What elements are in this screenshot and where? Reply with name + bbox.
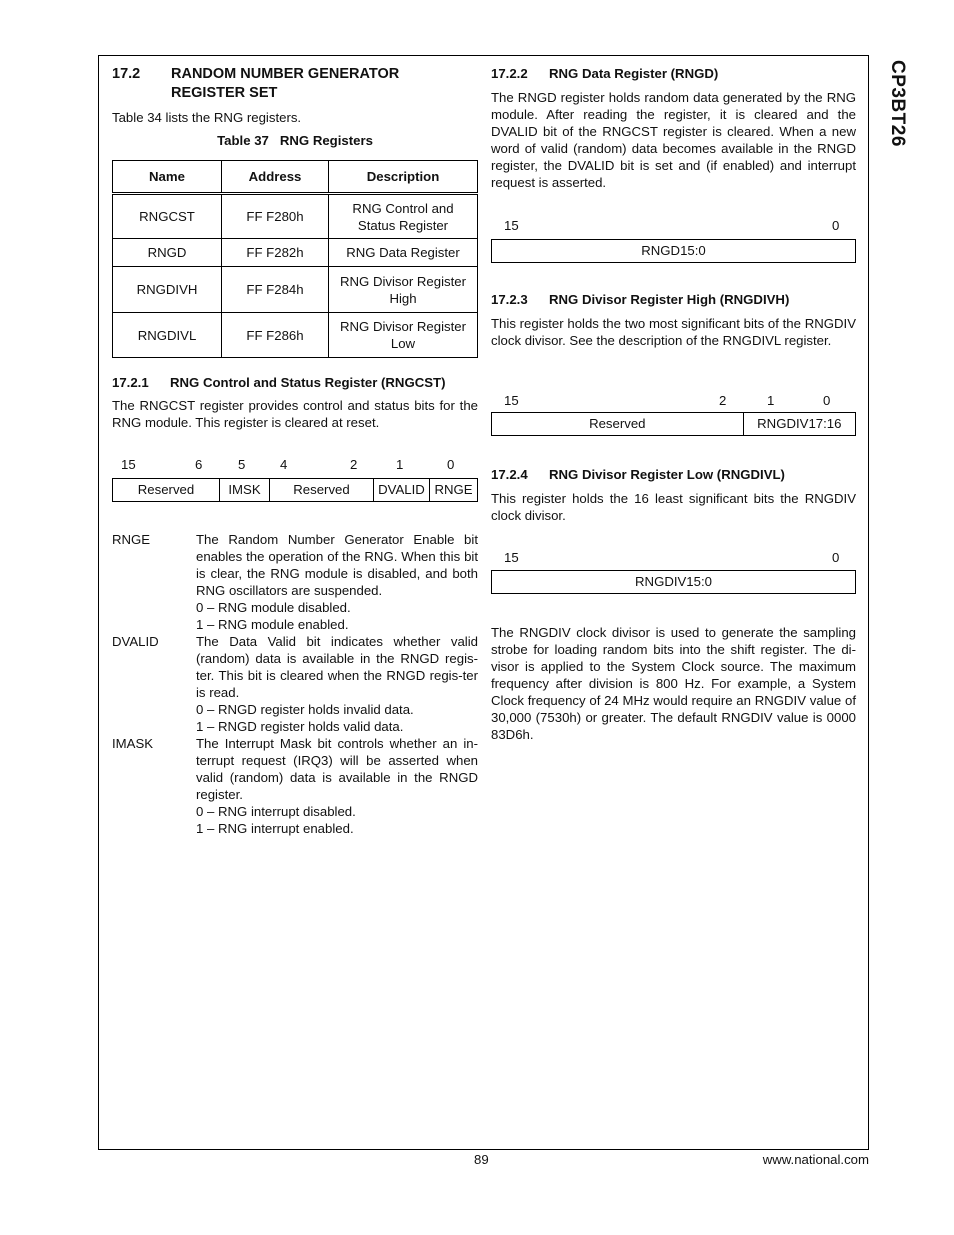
bit-number: 5 <box>238 457 246 472</box>
rngdivh-register-diagram <box>491 412 856 436</box>
register-field: RNGDIV17:16 <box>743 413 855 435</box>
bit-number: 1 <box>767 393 775 408</box>
rngcst-register-diagram <box>112 478 478 502</box>
paragraph: The RNGCST register provides control and status bits for the RNG module. This register is cleared at reset. <box>112 398 478 430</box>
bit-number: 15 <box>504 218 519 233</box>
definition-option: 0 – RNGD register holds invalid data. <box>196 702 414 717</box>
definition-item <box>112 531 478 633</box>
subsection-title: RNG Control and Status Register (RNGCST) <box>170 375 446 390</box>
cell-description: RNG Data Register <box>329 239 478 267</box>
definition-text: The Interrupt Mask bit controls whether an in-terrupt request (IRQ3) will be asserted when valid (random) data is available in the RNGD register. <box>196 736 478 802</box>
subsection-number: 17.2.3 <box>491 292 528 307</box>
definition-term: DVALID <box>112 634 159 649</box>
cell-address: FF F284h <box>222 267 329 313</box>
cell-name: RNGCST <box>113 194 222 239</box>
definition-text: The Data Valid bit indicates whether valid (random) data is available in the RNGD regis-ter. This bit is cleared when the RNGD regis-ter is read. <box>196 634 478 700</box>
rng-registers-table <box>112 160 478 358</box>
rngd-register-diagram <box>491 239 856 263</box>
table-caption: Table 37 RNG Registers <box>217 133 373 148</box>
bit-number: 15 <box>504 393 519 408</box>
register-field: RNGE <box>429 479 477 501</box>
register-field: IMSK <box>219 479 269 501</box>
subsection-title: RNG Divisor Register High (RNGDIVH) <box>549 292 790 307</box>
cell-address: FF F286h <box>222 313 329 358</box>
intro-text: Table 34 lists the RNG registers. <box>112 110 302 125</box>
cell-address: FF F282h <box>222 239 329 267</box>
side-title: CP3BT26 <box>887 60 908 147</box>
bit-definitions <box>112 531 478 837</box>
cell-description: RNG Control and Status Register <box>329 194 478 239</box>
bit-number: 0 <box>832 218 840 233</box>
bit-number: 6 <box>195 457 203 472</box>
register-field: RNGDIV15:0 <box>635 574 712 589</box>
section-title-line1: RANDOM NUMBER GENERATOR <box>171 66 400 82</box>
subsection-number: 17.2.2 <box>491 66 528 81</box>
section-title-line2: REGISTER SET <box>171 85 278 101</box>
section-number: 17.2 <box>112 66 141 82</box>
paragraph: The RNGD register holds random data generated by the RNG module. After reading the register, it is cleared and the DVALID bit of the RNGCST register is cleared. When a new word of valid (random) data becomes available in the RNGD register, the DVALID bit is set and (if enabled) and interrupt request is asserted. <box>491 90 856 190</box>
table-header-row <box>113 161 478 194</box>
paragraph: The RNGDIV clock divisor is used to generate the sampling strobe for loading random bits into the shift register. The di-visor is applied to the System Clock source. The maximum frequency after division is 800 Hz. For example, a System Clock frequency of 24 MHz would require an RNGDIV value of 30,000 (7530h) or greater. The default RNGDIV value is 0000 83D6h. <box>491 625 856 742</box>
bit-number: 0 <box>823 393 831 408</box>
cell-address: FF F280h <box>222 194 329 239</box>
col-header-description: Description <box>329 161 478 194</box>
bit-number: 1 <box>396 457 404 472</box>
definition-text: The Random Number Generator Enable bit enables the operation of the RNG. When this bit is clear, the RNG module is disabled, and both RNG oscillators are suspended. <box>196 532 478 598</box>
definition-item <box>112 735 478 837</box>
bit-number: 15 <box>121 457 136 472</box>
bit-number: 15 <box>504 550 519 565</box>
table-row <box>113 194 478 239</box>
paragraph: This register holds the two most significant bits of the RNGDIV clock divisor. See the description of the RNGDIVL register. <box>491 316 856 348</box>
definition-option: 0 – RNG interrupt disabled. <box>196 804 356 819</box>
bit-number: 2 <box>350 457 358 472</box>
register-field: RNGD15:0 <box>641 243 706 258</box>
table-row <box>113 267 478 313</box>
bit-number: 0 <box>447 457 455 472</box>
subsection-title: RNG Data Register (RNGD) <box>549 66 719 81</box>
col-header-address: Address <box>222 161 329 194</box>
definition-option: 0 – RNG module disabled. <box>196 600 351 615</box>
subsection-number: 17.2.1 <box>112 375 149 390</box>
register-field: DVALID <box>373 479 429 501</box>
bit-number: 0 <box>832 550 840 565</box>
page-number: 89 <box>474 1152 489 1167</box>
definition-option: 1 – RNG module enabled. <box>196 617 349 632</box>
table-row <box>113 239 478 267</box>
definition-term: IMASK <box>112 736 154 751</box>
register-field: Reserved <box>137 482 195 497</box>
col-header-name: Name <box>113 161 222 194</box>
table-row <box>113 313 478 358</box>
definition-option: 1 – RNGD register holds valid data. <box>196 719 404 734</box>
cell-name: RNGD <box>113 239 222 267</box>
cell-description: RNG Divisor Register Low <box>329 313 478 358</box>
definition-term: RNGE <box>112 532 151 547</box>
subsection-number: 17.2.4 <box>491 467 528 482</box>
register-field: Reserved <box>589 416 646 431</box>
subsection-title: RNG Divisor Register Low (RNGDIVL) <box>549 467 785 482</box>
bit-number: 2 <box>719 393 727 408</box>
paragraph: This register holds the 16 least significant bits the RNGDIV clock divisor. <box>491 491 856 523</box>
bit-number: 4 <box>280 457 288 472</box>
register-field: Reserved <box>269 479 373 501</box>
cell-description: RNG Divisor Register High <box>329 267 478 313</box>
cell-name: RNGDIVL <box>113 313 222 358</box>
rngdivl-register-diagram <box>491 570 856 594</box>
definition-option: 1 – RNG interrupt enabled. <box>196 821 354 836</box>
definition-item <box>112 633 478 735</box>
footer-url: www.national.com <box>762 1152 869 1167</box>
cell-name: RNGDIVH <box>113 267 222 313</box>
